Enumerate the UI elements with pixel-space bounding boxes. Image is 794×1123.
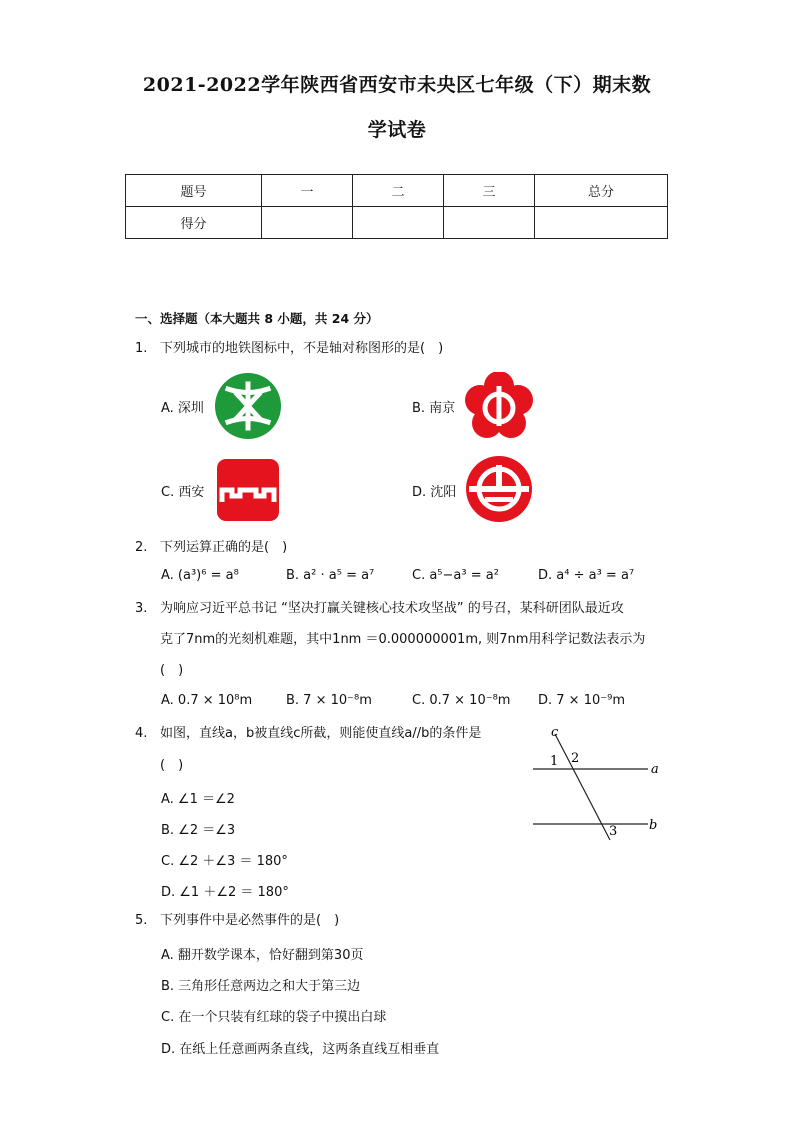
- option-d: D. ∠1 ＋∠2 ＝ 180°: [161, 885, 289, 900]
- option-b: B. 7 × 10⁻⁸m: [286, 693, 372, 708]
- option-a: A. ∠1 ＝∠2: [161, 792, 235, 807]
- score-table: [125, 174, 668, 239]
- exam-title-line1: 2021-2022学年陕西省西安市未央区七年级（下）期末数: [142, 74, 652, 96]
- option-c: C. a⁵−a³ = a²: [412, 568, 499, 583]
- label-b: b: [649, 818, 658, 833]
- option-c: C. ∠2 ＋∠3 ＝ 180°: [161, 854, 288, 869]
- score-header-cell: 二: [353, 175, 444, 207]
- label-a: a: [651, 762, 659, 777]
- exam-title-line2: 学试卷: [367, 119, 427, 141]
- score-cell: [262, 207, 353, 239]
- xian-metro-logo-icon: [216, 458, 280, 522]
- question-number: 3.: [135, 601, 148, 616]
- option-a: A. 0.7 × 10⁸m: [161, 693, 253, 708]
- score-table-header-row: [126, 175, 668, 207]
- score-cell: [353, 207, 444, 239]
- score-cell: [444, 207, 535, 239]
- angle-2-label: 2: [571, 751, 580, 766]
- option-c: C. 0.7 × 10⁻⁸m: [412, 693, 511, 708]
- question-stem: 下列城市的地铁图标中，不是轴对称图形的是( ): [160, 341, 444, 356]
- option-a: A. (a³)⁶ = a⁸: [161, 568, 239, 583]
- score-cell: [535, 207, 668, 239]
- option-b: B. a² · a⁵ = a⁷: [286, 568, 375, 583]
- label-c: c: [551, 725, 559, 740]
- option-d: D. 7 × 10⁻⁹m: [538, 693, 625, 708]
- score-header-cell: 三: [444, 175, 535, 207]
- angle-1-label: 1: [550, 754, 559, 769]
- score-header-cell: 总分: [535, 175, 668, 207]
- question-stem-line: 为响应习近平总书记 “坚决打赢关键核心技术攻坚战” 的号召，某科研团队最近攻: [160, 601, 624, 616]
- option-label: C. 西安: [161, 485, 205, 500]
- angle-3-label: 3: [609, 824, 618, 839]
- question-number: 5.: [135, 913, 148, 928]
- score-header-cell: 题号: [126, 175, 262, 207]
- option-d: D. 在纸上任意画两条直线，这两条直线互相垂直: [161, 1042, 440, 1057]
- option-label: D. 沈阳: [412, 485, 457, 500]
- option-d: D. a⁴ ÷ a³ = a⁷: [538, 568, 635, 583]
- score-row-label: 得分: [126, 207, 262, 239]
- section-heading: 一、选择题（本大题共 8 小题，共 24 分）: [135, 311, 379, 326]
- shenyang-metro-logo-icon: [465, 455, 533, 523]
- question-stem-line: ( ): [160, 758, 184, 773]
- question-stem: 下列事件中是必然事件的是( ): [160, 913, 340, 928]
- score-table-row: [126, 207, 668, 239]
- question-stem-line: ( ): [160, 663, 184, 678]
- nanjing-metro-logo-icon: [465, 372, 533, 440]
- option-b: B. ∠2 ＝∠3: [161, 823, 236, 838]
- option-label: B. 南京: [412, 401, 456, 416]
- option-b: B. 三角形任意两边之和大于第三边: [161, 979, 361, 994]
- question-number: 2.: [135, 540, 148, 555]
- question-number: 1.: [135, 341, 148, 356]
- option-label: A. 深圳: [161, 401, 204, 416]
- shenzhen-metro-logo-icon: [214, 372, 282, 440]
- option-a: A. 翻开数学课本，恰好翻到第30页: [161, 948, 364, 963]
- question-number: 4.: [135, 726, 148, 741]
- option-c: C. 在一个只装有红球的袋子中摸出白球: [161, 1010, 387, 1025]
- parallel-lines-figure: [525, 722, 665, 847]
- question-stem: 下列运算正确的是( ): [160, 540, 288, 555]
- score-header-cell: 一: [262, 175, 353, 207]
- question-stem-line: 克了7nm的光刻机难题，其中1nm ＝0.000000001m, 则7nm用科学记数法表示为: [160, 632, 646, 647]
- question-stem-line: 如图，直线a，b被直线c所截，则能使直线a//b的条件是: [160, 726, 482, 741]
